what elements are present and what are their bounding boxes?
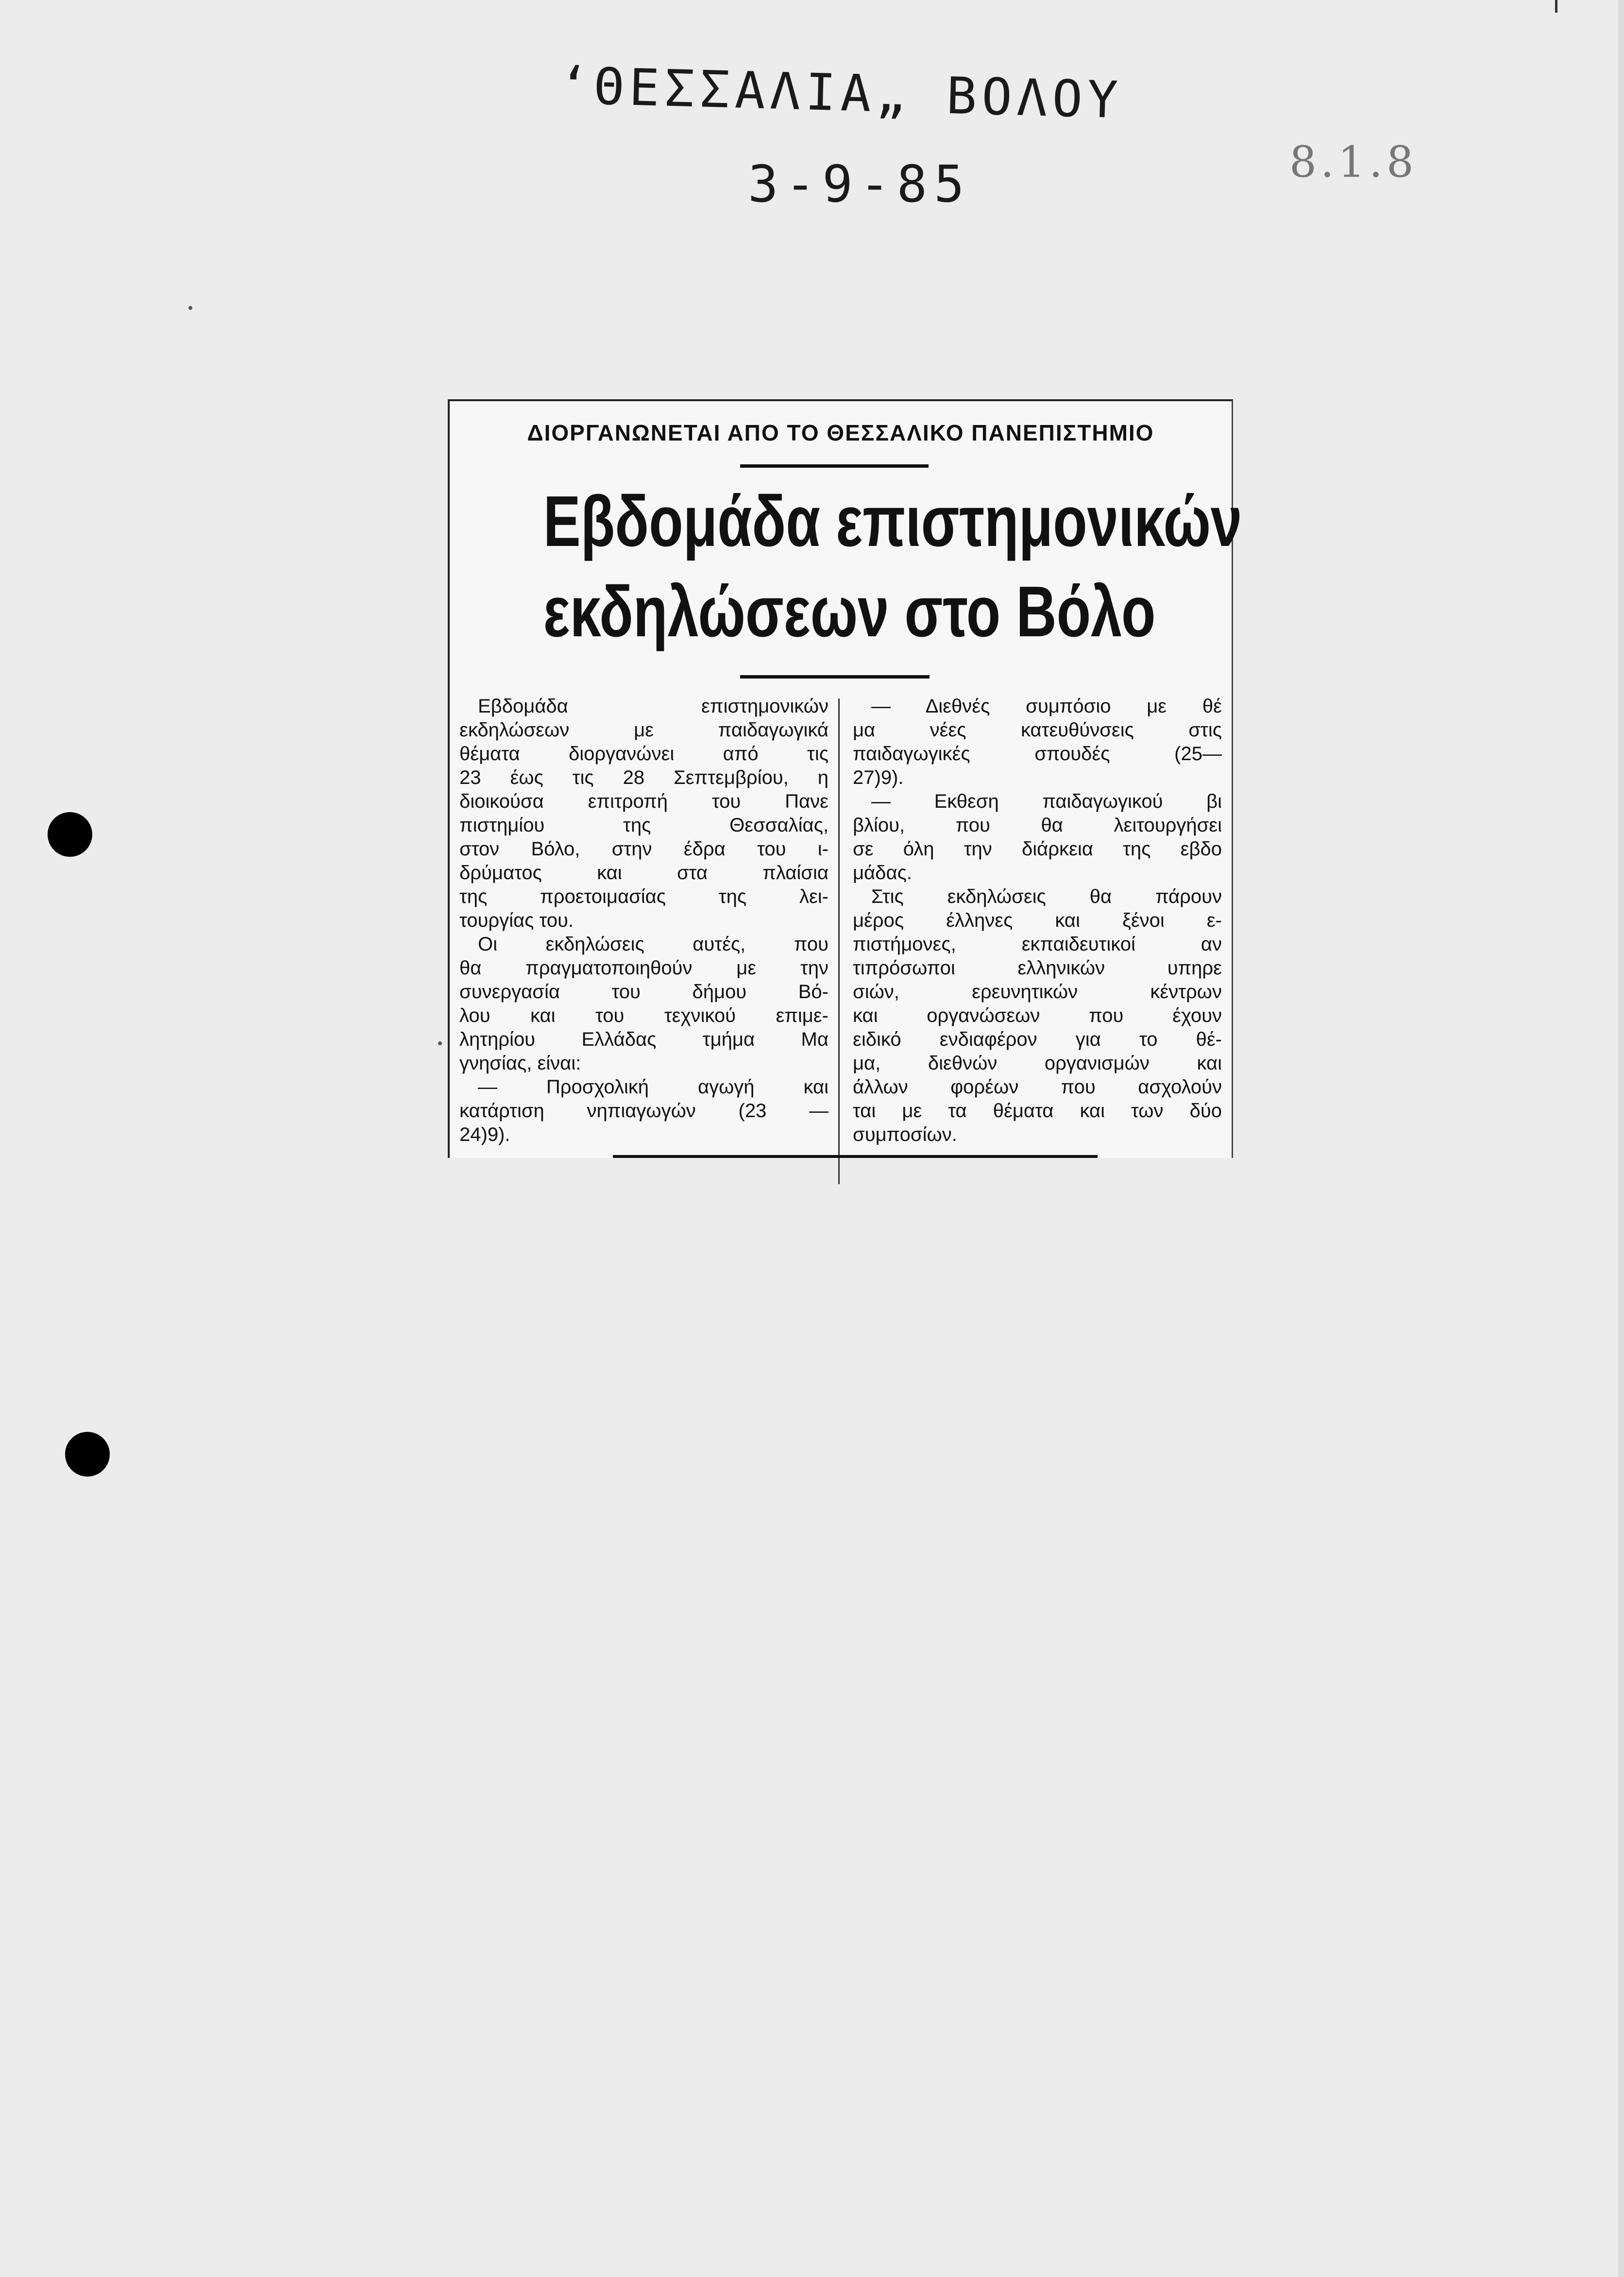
article-text-line: — Διεθνές συμπόσιο με θέ (871, 696, 1222, 717)
article-text-line: σιών, ερευνητικών κέντρων (853, 981, 1222, 1003)
article-text-line: παιδαγωγικές σπουδές (25— (853, 743, 1222, 765)
article-text-line: άλλων φορέων που ασχολούν (853, 1076, 1222, 1098)
article-text-line: κατάρτιση νηπιαγωγών (23 — (459, 1100, 829, 1122)
clipping-bottom-rule (613, 1155, 1098, 1158)
scan-speck (438, 1041, 442, 1045)
article-text-line: δρύματος και στα πλαίσια (459, 862, 829, 884)
article-text-line: πιστημίου της Θεσσαλίας, (459, 815, 829, 836)
headline-line-1: Εβδομάδα επιστημονικών (543, 481, 1242, 561)
page-edge (1618, 0, 1624, 2277)
article-text-line: Στις εκδηλώσεις θα πάρουν (871, 886, 1222, 907)
handwritten-date-note: 3-9-85 (748, 154, 971, 214)
article-column-left (459, 695, 829, 1147)
article-text-line: στον Βόλο, στην έδρα του ι- (459, 838, 829, 860)
article-text-line: τουργίας του. (459, 910, 574, 931)
article-text-line: — Εκθεση παιδαγωγικού βι (871, 791, 1222, 812)
newspaper-clipping (448, 399, 1242, 1158)
article-text-line: συνεργασία του δήμου Βό- (459, 981, 829, 1003)
article-text-line: Οι εκδηλώσεις αυτές, που (478, 934, 829, 955)
article-text-line: λητηρίου Ελλάδας τμήμα Μα (459, 1029, 829, 1050)
article-text-line: εκδηλώσεων με παιδαγωγικά (459, 719, 829, 741)
article-kicker: ΔΙΟΡΓΑΝΩΝΕΤΑΙ ΑΠΟ ΤΟ ΘΕΣΣΑΛΙΚΟ ΠΑΝΕΠΙΣΤΗΜΙΟ (527, 420, 1154, 445)
article-text-line: ειδικό ενδιαφέρον για το θέ- (853, 1029, 1222, 1050)
article-text-line: μα νέες κατευθύνσεις στις (853, 719, 1222, 741)
article-text-line: θέματα διοργανώνει από τις (459, 743, 829, 765)
article-text-line: Εβδομάδα επιστημονικών (478, 696, 829, 717)
headline-rule-bottom (740, 675, 930, 679)
handwritten-source-note: ‘ΘΕΣΣΑΛΙΑ„ ΒΟΛΟΥ (558, 55, 1124, 130)
column-divider (838, 698, 840, 1184)
punch-hole (65, 1432, 110, 1477)
article-text-line: θα πραγματοποιηθούν με την (459, 957, 829, 979)
article-text-line: πιστήμονες, εκπαιδευτικοί αν (853, 934, 1222, 955)
article-text-line: — Προσχολική αγωγή και (478, 1076, 829, 1098)
headline-rule-top (740, 464, 929, 468)
article-text-line: και οργανώσεων που έχουν (853, 1005, 1222, 1026)
article-text-line: τιπρόσωποι ελληνικών υπηρε (853, 957, 1222, 979)
headline-line-2: εκδηλώσεων στο Βόλο (543, 572, 1156, 652)
article-text-line: 23 έως τις 28 Σεπτεμβρίου, η (459, 767, 829, 788)
article-text-line: 24)9). (459, 1124, 510, 1145)
article-text-line: 27)9). (853, 767, 904, 788)
article-column-right (853, 695, 1222, 1147)
archive-code-note: 8.1.8 (1289, 137, 1418, 187)
scan-speck (188, 306, 192, 310)
article-text-line: σε όλη την διάρκεια της εβδο (853, 838, 1222, 860)
article-text-line: μέρος έλληνες και ξένοι ε- (853, 910, 1222, 931)
article-text-line: μάδας. (853, 862, 912, 884)
article-text-line: λου και του τεχνικού επιμε- (459, 1005, 829, 1026)
punch-hole (48, 812, 92, 857)
article-text-line: της προετοιμασίας της λει- (459, 886, 829, 907)
scan-edge-mark (1555, 0, 1557, 13)
article-text-line: ται με τα θέματα και των δύο (853, 1100, 1222, 1122)
article-text-line: βλίου, που θα λειτουργήσει (853, 815, 1222, 836)
article-text-line: διοικούσα επιτροπή του Πανε (459, 791, 829, 812)
article-text-line: συμποσίων. (853, 1124, 957, 1145)
article-text-line: γνησίας, είναι: (459, 1053, 581, 1074)
article-text-line: μα, διεθνών οργανισμών και (853, 1053, 1222, 1074)
